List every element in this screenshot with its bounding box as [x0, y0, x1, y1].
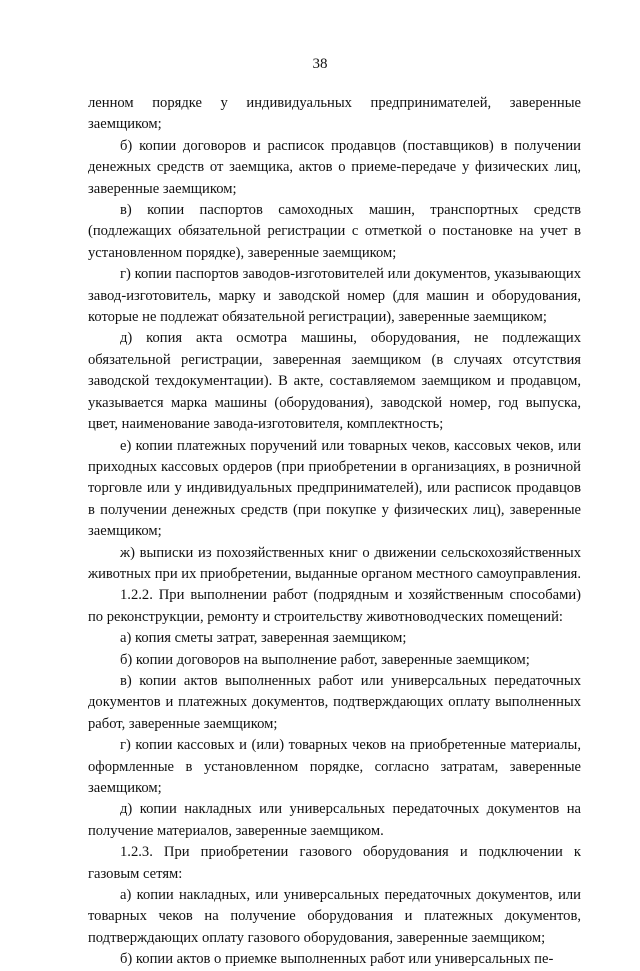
paragraph-item-v: в) копии паспортов самоходных машин, транспортных средств (подлежащих обязательной регистрации с отметкой о постановке на учет в установленном порядке), заверенные заемщиком;	[88, 202, 581, 261]
paragraph-item-v: в) копии актов выполненных работ или универсальных передаточных документов и платежных документов, подтверждающих оплату выполненных работ, заверенные заемщиком;	[88, 672, 581, 732]
paragraph-item-g: г) копии паспортов заводов-изготовителей или документов, указывающих завод-изготовитель, марку и заводской номер (для машин и оборудования, которые не подлежат обязательной регистрации), заверенные заемщиком;	[88, 266, 581, 326]
paragraph-item-b: б) копии договоров на выполнение работ, заверенные заемщиком;	[120, 651, 530, 668]
paragraph-item-g: г) копии кассовых и (или) товарных чеков на приобретенные материалы, оформленные в установленном порядке, согласно затратам, заверенные заемщиком;	[88, 737, 581, 796]
paragraph-item-e: е) копии платежных поручений или товарных чеков, кассовых чеков, или приходных кассовых ордеров (при приобретении в организациях, в розничной торговле или у индивидуальных предпринимателей), или расписок продавцов в получении денежных средств (при покупке у физических лиц), заверенные заемщиком;	[88, 437, 581, 540]
document-body	[88, 93, 581, 971]
page-number: 38	[312, 56, 328, 72]
paragraph-item-b: б) копии договоров и расписок продавцов (поставщиков) в получении денежных средств от заемщика, актов о приеме-передаче у физических лиц, заверенные заемщиком;	[88, 137, 581, 197]
paragraph-item-a: а) копии накладных, или универсальных передаточных документов, или товарных чеков на получение оборудования и платежных документов, подтверждающих оплату газового оборудования, заверенные заемщиком;	[88, 887, 581, 946]
paragraph-continuation: ленном порядке у индивидуальных предпринимателей, заверенные заемщиком;	[88, 95, 581, 133]
paragraph-section-1-2-3: 1.2.3. При приобретении газового оборудования и подключении к газовым сетям:	[88, 844, 581, 882]
paragraph-item-zh: ж) выписки из похозяйственных книг о движении сельскохозяйственных животных при их приобретении, выданные органом местного самоуправления.	[88, 544, 581, 582]
paragraph-item-d: д) копия акта осмотра машины, оборудования, не подлежащих обязательной регистрации, заверенная заемщиком (в случаях отсутствия заводской техдокументации). В акте, составляемом заемщиком и продавцом, указывается марка машины (оборудования), заводской номер, год выпуска, цвет, наименование завода-изготовителя, комплектность;	[88, 330, 581, 433]
paragraph-section-1-2-2: 1.2.2. При выполнении работ (подрядным и хозяйственным способами) по реконструкции, ремонту и строительству животноводческих помещений:	[88, 587, 581, 625]
paragraph-item-b: б) копии актов о приемке выполненных работ или универсальных пе-	[120, 951, 554, 968]
paragraph-item-a: а) копия сметы затрат, заверенная заемщиком;	[120, 630, 407, 647]
paragraph-item-d: д) копии накладных или универсальных передаточных документов на получение материалов, заверенные заемщиком.	[88, 801, 581, 839]
